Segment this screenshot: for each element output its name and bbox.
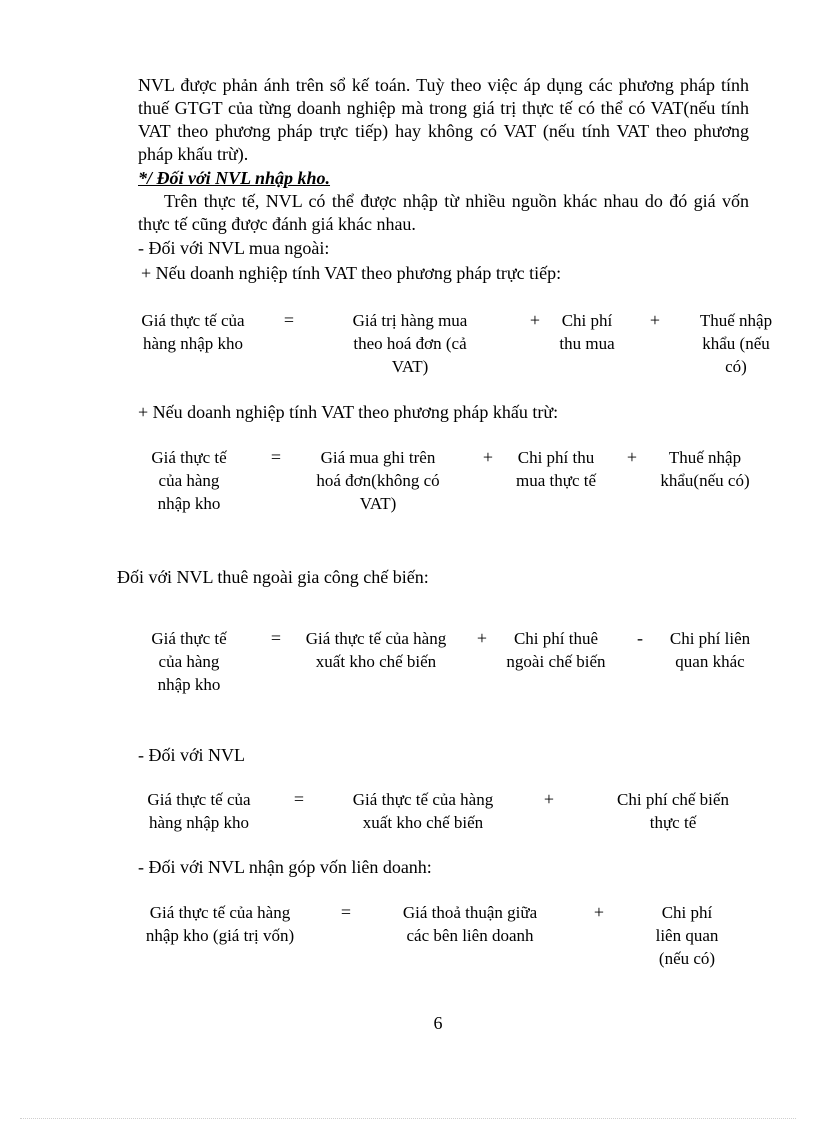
formula1-term3: Thuế nhập khẩu (nếu có) — [699, 311, 773, 376]
label-gop-von: - Đối với NVL nhận góp vốn liên doanh: — [138, 857, 432, 877]
footer-divider — [20, 1118, 796, 1119]
heading-nvl-nhap-kho: */ Đối với NVL nhập kho. — [138, 168, 331, 188]
formula4-lhs: Giá thực tế của hàng nhập kho — [147, 790, 251, 832]
label-nvl: - Đối với NVL — [138, 745, 246, 765]
formula1-term2: Chi phí thu mua — [559, 311, 615, 353]
formula2-lhs: Giá thực tế của hàng nhập kho — [151, 448, 227, 513]
formula5-term1: Giá thoả thuận giữa các bên liên doanh — [402, 903, 538, 945]
formula2-term2: Chi phí thu mua thực tế — [515, 448, 597, 490]
formula3-equals: = — [270, 628, 282, 648]
formula5-lhs: Giá thực tế của hàng nhập kho (giá trị vốn) — [145, 903, 295, 945]
formula5-term2: Chi phí liên quan (nếu có) — [655, 903, 719, 968]
label-mua-ngoai: - Đối với NVL mua ngoài: — [138, 238, 330, 258]
label-truc-tiep: + Nếu doanh nghiệp tính VAT theo phương pháp trực tiếp: — [141, 263, 562, 283]
formula2-term1: Giá mua ghi trên hoá đơn(không có VAT) — [316, 448, 440, 513]
formula4-term2: Chi phí chế biến thực tế — [617, 790, 729, 832]
formula2-term3: Thuế nhập khẩu(nếu có) — [660, 448, 750, 490]
label-gia-cong: Đối với NVL thuê ngoài gia công chế biến: — [117, 567, 429, 587]
formula2-op2: + — [626, 447, 638, 467]
formula4-term1: Giá thực tế của hàng xuất kho chế biến — [352, 790, 494, 832]
formula1-op2: + — [649, 310, 661, 330]
formula3-term1: Giá thực tế của hàng xuất kho chế biến — [305, 629, 447, 671]
formula5-op1: + — [593, 902, 605, 922]
formula1-lhs: Giá thực tế của hàng nhập kho — [141, 311, 245, 353]
formula2-op1: + — [482, 447, 494, 467]
formula3-lhs: Giá thực tế của hàng nhập kho — [151, 629, 227, 694]
formula3-term2: Chi phí thuê ngoài chế biến — [506, 629, 606, 671]
formula3-op2: - — [637, 628, 643, 648]
paragraph-nhap-kho: Trên thực tế, NVL có thể được nhập từ nhiều nguồn khác nhau do đó giá vốn thực tế cũng được đánh giá khác nhau. — [138, 191, 749, 234]
label-khau-tru: + Nếu doanh nghiệp tính VAT theo phương pháp khấu trừ: — [138, 402, 559, 422]
page-number: 6 — [433, 1013, 443, 1033]
intro-paragraph: NVL được phản ánh trên sổ kế toán. Tuỳ theo việc áp dụng các phương pháp tính thuế GTGT của từng doanh nghiệp mà trong giá trị thực tế có thể có VAT(nếu tính VAT theo phương pháp trực tiếp) hay không có VAT (nếu tính VAT theo phương pháp khấu trừ). — [138, 75, 749, 164]
formula3-op1: + — [476, 628, 488, 648]
formula1-op1: + — [529, 310, 541, 330]
formula5-equals: = — [340, 902, 352, 922]
formula1-equals: = — [283, 310, 295, 330]
formula4-equals: = — [293, 789, 305, 809]
formula3-term3: Chi phí liên quan khác — [669, 629, 751, 671]
formula1-term1: Giá trị hàng mua theo hoá đơn (cả VAT) — [352, 311, 468, 376]
formula4-op1: + — [543, 789, 555, 809]
formula2-equals: = — [270, 447, 282, 467]
